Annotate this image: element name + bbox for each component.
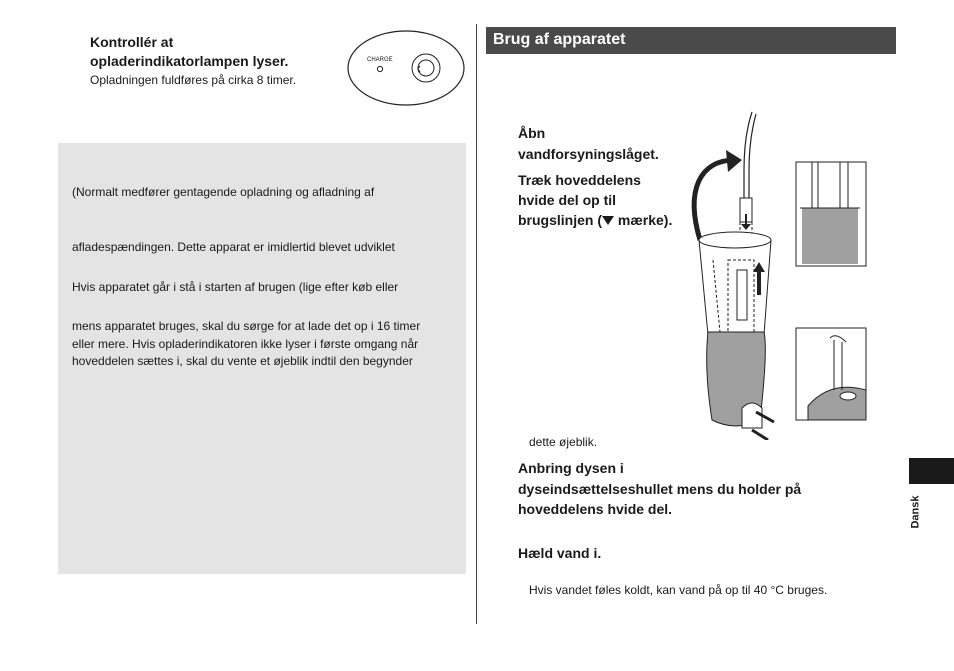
section-header <box>486 27 896 54</box>
note-box <box>58 143 466 574</box>
triangle-down-icon <box>602 215 614 225</box>
device-illustration <box>680 110 880 440</box>
step1-line2: vandforsyningslåget. <box>518 146 659 162</box>
note-line: mens apparatet bruges, skal du sørge for at lade det op i 16 timer <box>72 319 421 333</box>
note-line: Hvis apparatet går i stå i starten af brugen (lige efter køb eller <box>72 280 399 294</box>
curved-arrow-icon <box>694 160 735 240</box>
column-divider <box>476 24 477 624</box>
note-line: afladespændingen. Dette apparat er imidlertid blevet udviklet <box>72 240 395 254</box>
check-title-line2: opladerindikatorlampen lyser. <box>90 53 289 69</box>
continued-text: dette øjeblik. <box>529 435 598 449</box>
step3-line1: Anbring dysen i <box>518 460 624 476</box>
step4-note: Hvis vandet føles koldt, kan vand på op til 40 °C bruges. <box>529 583 828 597</box>
down-arrow-icon <box>741 224 751 230</box>
language-label: Dansk <box>909 495 922 529</box>
check-subtitle: Opladningen fuldføres på cirka 8 timer. <box>90 73 297 87</box>
step2-line3 <box>518 210 672 230</box>
step2-line1: Træk hoveddelens <box>518 172 641 188</box>
charge-indicator-icon <box>377 66 382 71</box>
step1-line1: Åbn <box>518 125 546 141</box>
language-tab <box>909 458 954 484</box>
note-line: hoveddelen sættes i, skal du vente et øjeblik indtil den begynder <box>72 354 413 368</box>
step2-line3-pre: brugslinjen ( <box>518 212 602 228</box>
charger-illustration <box>347 30 465 106</box>
step3-line3: hoveddelens hvide del. <box>518 501 673 517</box>
language-label-wrap <box>905 496 931 536</box>
note-line: eller mere. Hvis opladerindikatoren ikke lyser i første omgang når <box>72 337 419 351</box>
up-arrow-icon <box>753 262 765 272</box>
step3-line2: dyseindsættelseshullet mens du holder på <box>518 481 802 497</box>
check-title-line1: Kontrollér at <box>90 34 174 50</box>
note-line: (Normalt medfører gentagende opladning og afladning af <box>72 185 375 199</box>
section-title: Brug af apparatet <box>493 31 626 48</box>
step2-line3-post: mærke). <box>614 212 673 228</box>
step4-title: Hæld vand i. <box>518 545 602 561</box>
charge-label: CHARGE <box>367 57 393 63</box>
step2-line2: hvide del op til <box>518 192 617 208</box>
